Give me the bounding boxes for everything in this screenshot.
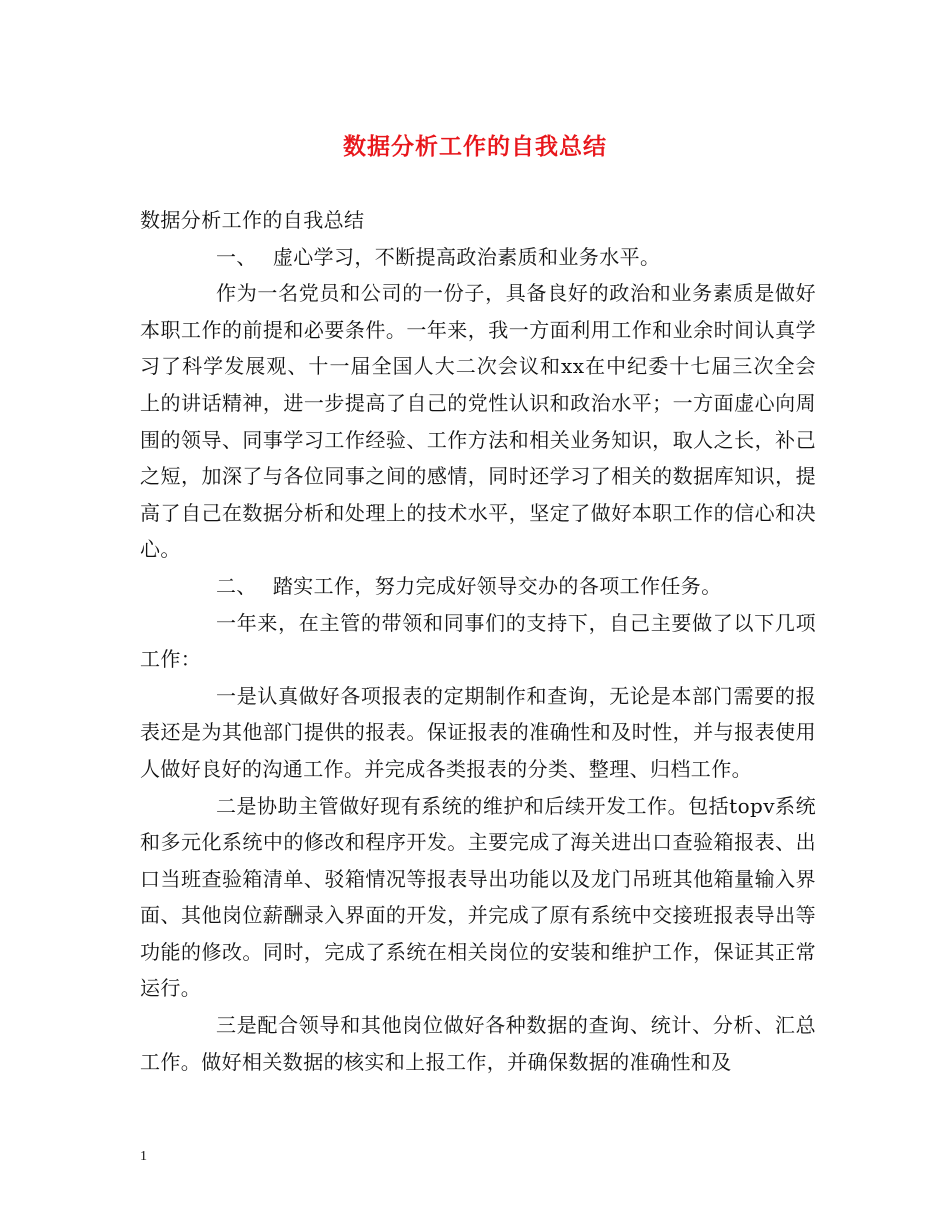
section-heading-1 bbox=[140, 239, 816, 276]
document-body bbox=[140, 202, 816, 1080]
section-heading-text-1: 虚心学习，不断提高政治素质和业务水平。 bbox=[272, 244, 661, 269]
paragraph-3: 一是认真做好各项报表的定期制作和查询，无论是本部门需要的报表还是为其他部门提供的报表。保证报表的准确性和及时性，并与报表使用人做好良好的沟通工作。并完成各类报表的分类、整理、归档工作。 bbox=[140, 683, 816, 781]
paragraph-2: 一年来，在主管的带领和同事们的支持下，自己主要做了以下几项工作： bbox=[140, 610, 816, 672]
document-subtitle: 数据分析工作的自我总结 bbox=[140, 208, 365, 232]
section-heading-text-2: 踏实工作，努力完成好领导交办的各项工作任务。 bbox=[272, 573, 722, 598]
document-title: 数据分析工作的自我总结 bbox=[343, 134, 607, 160]
paragraph-1: 作为一名党员和公司的一份子，具备良好的政治和业务素质是做好本职工作的前提和必要条件。一年来，我一方面利用工作和业余时间认真学习了科学发展观、十一届全国人大二次会议和xx在中纪委十七届三次全会上的讲话精神，进一步提高了自己的党性认识和政治水平；一方面虚心向周围的领导、同事学习工作经验、工作方法和相关业务知识，取人之长，补己之短，加深了与各位同事之间的感情，同时还学习了相关的数据库知识，提高了自己在数据分析和处理上的技术水平，坚定了做好本职工作的信心和决心。 bbox=[140, 281, 816, 562]
section-number-2: 二、 bbox=[216, 573, 257, 598]
paragraph-4: 二是协助主管做好现有系统的维护和后续开发工作。包括topv系统和多元化系统中的修改和程序开发。主要完成了海关进出口查验箱报表、出口当班查验箱清单、驳箱情况等报表导出功能以及龙门吊班其他箱量输入界面、其他岗位薪酬录入界面的开发，并完成了原有系统中交接班报表导出等功能的修改。同时，完成了系统在相关岗位的安装和维护工作，保证其正常运行。 bbox=[140, 793, 816, 1001]
page-number: 1 bbox=[140, 1149, 147, 1164]
section-heading-2 bbox=[140, 568, 816, 605]
paragraph-5: 三是配合领导和其他岗位做好各种数据的查询、统计、分析、汇总工作。做好相关数据的核实和上报工作，并确保数据的准确性和及 bbox=[140, 1013, 816, 1074]
section-number-1: 一、 bbox=[216, 244, 257, 269]
